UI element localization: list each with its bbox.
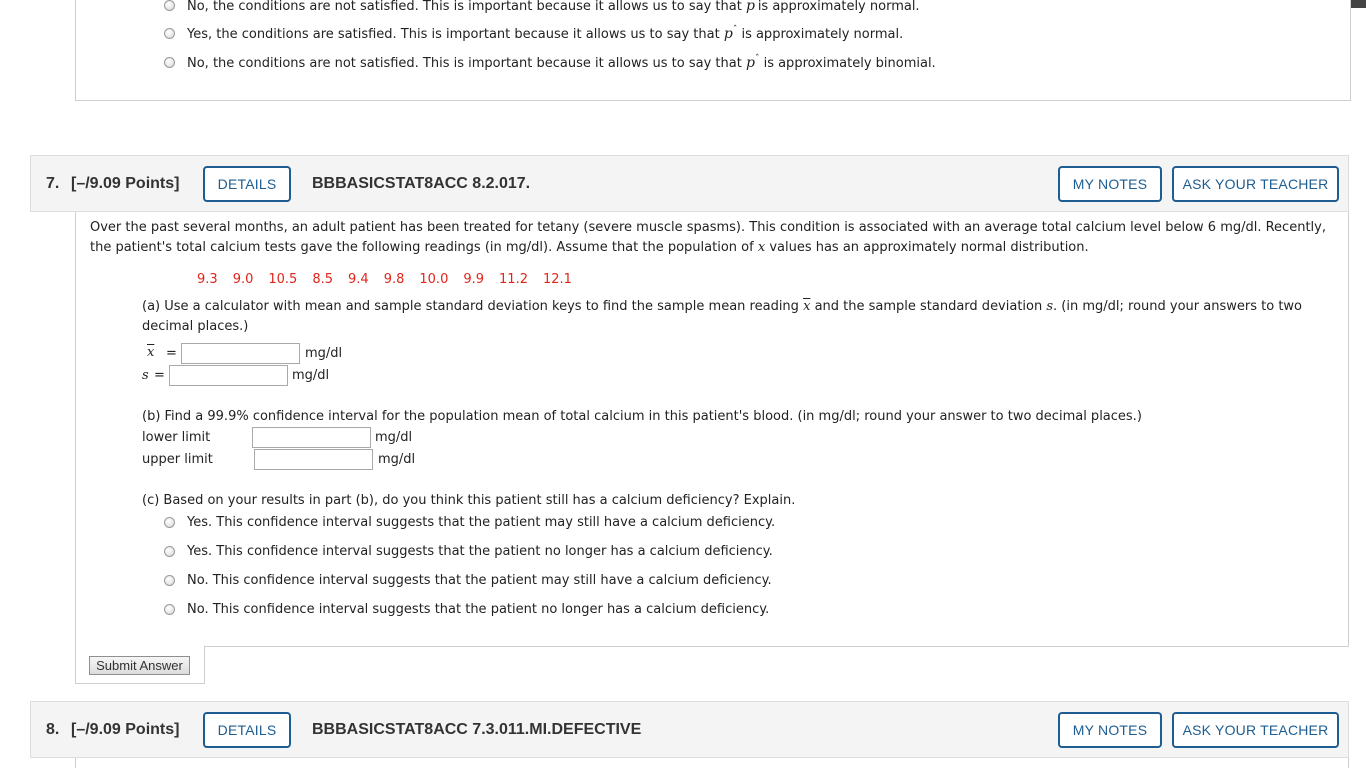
equals-sign: = <box>154 368 165 383</box>
hat-icon: ˆ <box>754 53 760 64</box>
radio-button[interactable] <box>164 575 175 586</box>
reading-value: 9.0 <box>232 272 254 287</box>
question-code: BBBASICSTAT8ACC 8.2.017. <box>312 175 531 192</box>
question-points: [–/9.09 Points] <box>71 175 180 192</box>
part-c-option-2[interactable] <box>164 541 773 561</box>
radio-button[interactable] <box>164 517 175 528</box>
calcium-readings <box>197 272 587 287</box>
reading-value: 8.5 <box>312 272 334 287</box>
upper-limit-label: upper limit <box>142 452 213 467</box>
option-text: Yes. This confidence interval suggests that the patient no longer has a calcium deficiency. <box>187 543 773 559</box>
option-text: Yes, the conditions are satisfied. This is important because it allows us to say that <box>187 26 720 42</box>
details-button[interactable]: DETAILS <box>203 712 291 748</box>
reading-value: 11.2 <box>499 272 528 287</box>
option-text: Yes. This confidence interval suggests that the patient may still have a calcium deficiency. <box>187 514 776 530</box>
unit-label: mg/dl <box>378 452 416 467</box>
details-button[interactable]: DETAILS <box>203 166 291 202</box>
ask-your-teacher-button[interactable]: ASK YOUR TEACHER <box>1172 166 1339 202</box>
x-bar-input[interactable] <box>181 343 300 364</box>
part-a-prompt: (a) Use a calculator with mean and sample standard deviation keys to find the sample mean reading $\overline{x}$ and the sample standard deviation s. (in mg/dl; round your answers to two decimal places.) <box>142 299 1303 334</box>
unit-label: mg/dl <box>305 346 343 361</box>
question-points: [–/9.09 Points] <box>71 721 180 738</box>
radio-button[interactable] <box>164 546 175 557</box>
s-input[interactable] <box>169 365 288 386</box>
question-8-header <box>30 701 1349 758</box>
hat-icon: ˆ <box>732 24 738 35</box>
question-intro: Over the past several months, an adult patient has been treated for tetany (severe muscle spasms). This condition is associated with an average total calcium level below 6 mg/dl. Recently, the patient's total calcium tests gave the following readings (in mg/dl). Assume that the population of x values has an approximately normal distribution. <box>90 220 1326 255</box>
reading-value: 9.9 <box>463 272 485 287</box>
prev-option-2[interactable] <box>164 23 903 43</box>
ask-your-teacher-button[interactable]: ASK YOUR TEACHER <box>1172 712 1339 748</box>
part-c-option-4[interactable] <box>164 599 769 619</box>
question-number: 8. <box>46 721 60 738</box>
s-label: s <box>142 368 149 383</box>
submit-answer-button[interactable]: Submit Answer <box>89 656 190 675</box>
option-text-end: is approximately binomial. <box>763 55 936 71</box>
reading-value: 10.5 <box>268 272 298 287</box>
unit-label: mg/dl <box>292 368 330 383</box>
unit-label: mg/dl <box>375 430 413 445</box>
option-text: No. This confidence interval suggests that the patient no longer has a calcium deficiency. <box>187 601 770 617</box>
radio-button[interactable] <box>164 0 175 11</box>
lower-limit-label: lower limit <box>142 430 211 445</box>
radio-button[interactable] <box>164 604 175 615</box>
question-number: 7. <box>46 175 60 192</box>
part-c-option-3[interactable] <box>164 570 772 590</box>
x-bar-label: $\overline{x}$ <box>147 345 155 360</box>
option-text: No. This confidence interval suggests that the patient may still have a calcium deficiency. <box>187 572 772 588</box>
x-bar-symbol: $\overline{x}$ <box>803 299 811 314</box>
question-code: BBBASICSTAT8ACC 7.3.011.MI.DEFECTIVE <box>312 721 642 738</box>
x-variable: x <box>757 240 766 255</box>
question-8-body <box>75 758 1349 768</box>
option-text-end: is approximately normal. <box>741 26 904 42</box>
reading-value: 9.8 <box>383 272 405 287</box>
p-hat-symbol: p <box>723 25 733 42</box>
p-hat-symbol: p <box>745 54 755 71</box>
part-c-option-1[interactable] <box>164 512 775 532</box>
option-text: No, the conditions are not satisfied. This is important because it allows us to say that <box>187 55 742 71</box>
reading-value: 10.0 <box>419 272 449 287</box>
s-symbol: s <box>1046 299 1054 314</box>
reading-value: 12.1 <box>542 272 572 287</box>
option-text-end: is approximately normal. <box>757 0 920 14</box>
p-hat-symbol: p <box>745 0 755 14</box>
upper-limit-input[interactable] <box>254 449 373 470</box>
reading-value: 9.4 <box>348 272 369 287</box>
reading-value: 9.3 <box>197 272 218 287</box>
lower-limit-input[interactable] <box>252 427 371 448</box>
my-notes-button[interactable]: MY NOTES <box>1058 166 1162 202</box>
previous-question-body <box>75 0 1351 101</box>
part-b-prompt: (b) Find a 99.9% confidence interval for the population mean of total calcium in this patient's blood. (in mg/dl; round your answer to two decimal places.) <box>142 409 1142 424</box>
radio-button[interactable] <box>164 28 175 39</box>
prev-option-3[interactable] <box>164 52 936 72</box>
part-c-prompt: (c) Based on your results in part (b), do you think this patient still has a calcium deficiency? Explain. <box>142 493 796 508</box>
option-text: No, the conditions are not satisfied. This is important because it allows us to say that <box>187 0 742 14</box>
my-notes-button[interactable]: MY NOTES <box>1058 712 1162 748</box>
radio-button[interactable] <box>164 57 175 68</box>
equals-sign: = <box>166 346 177 361</box>
question-7-header <box>30 155 1349 212</box>
prev-option-1[interactable] <box>164 0 920 15</box>
